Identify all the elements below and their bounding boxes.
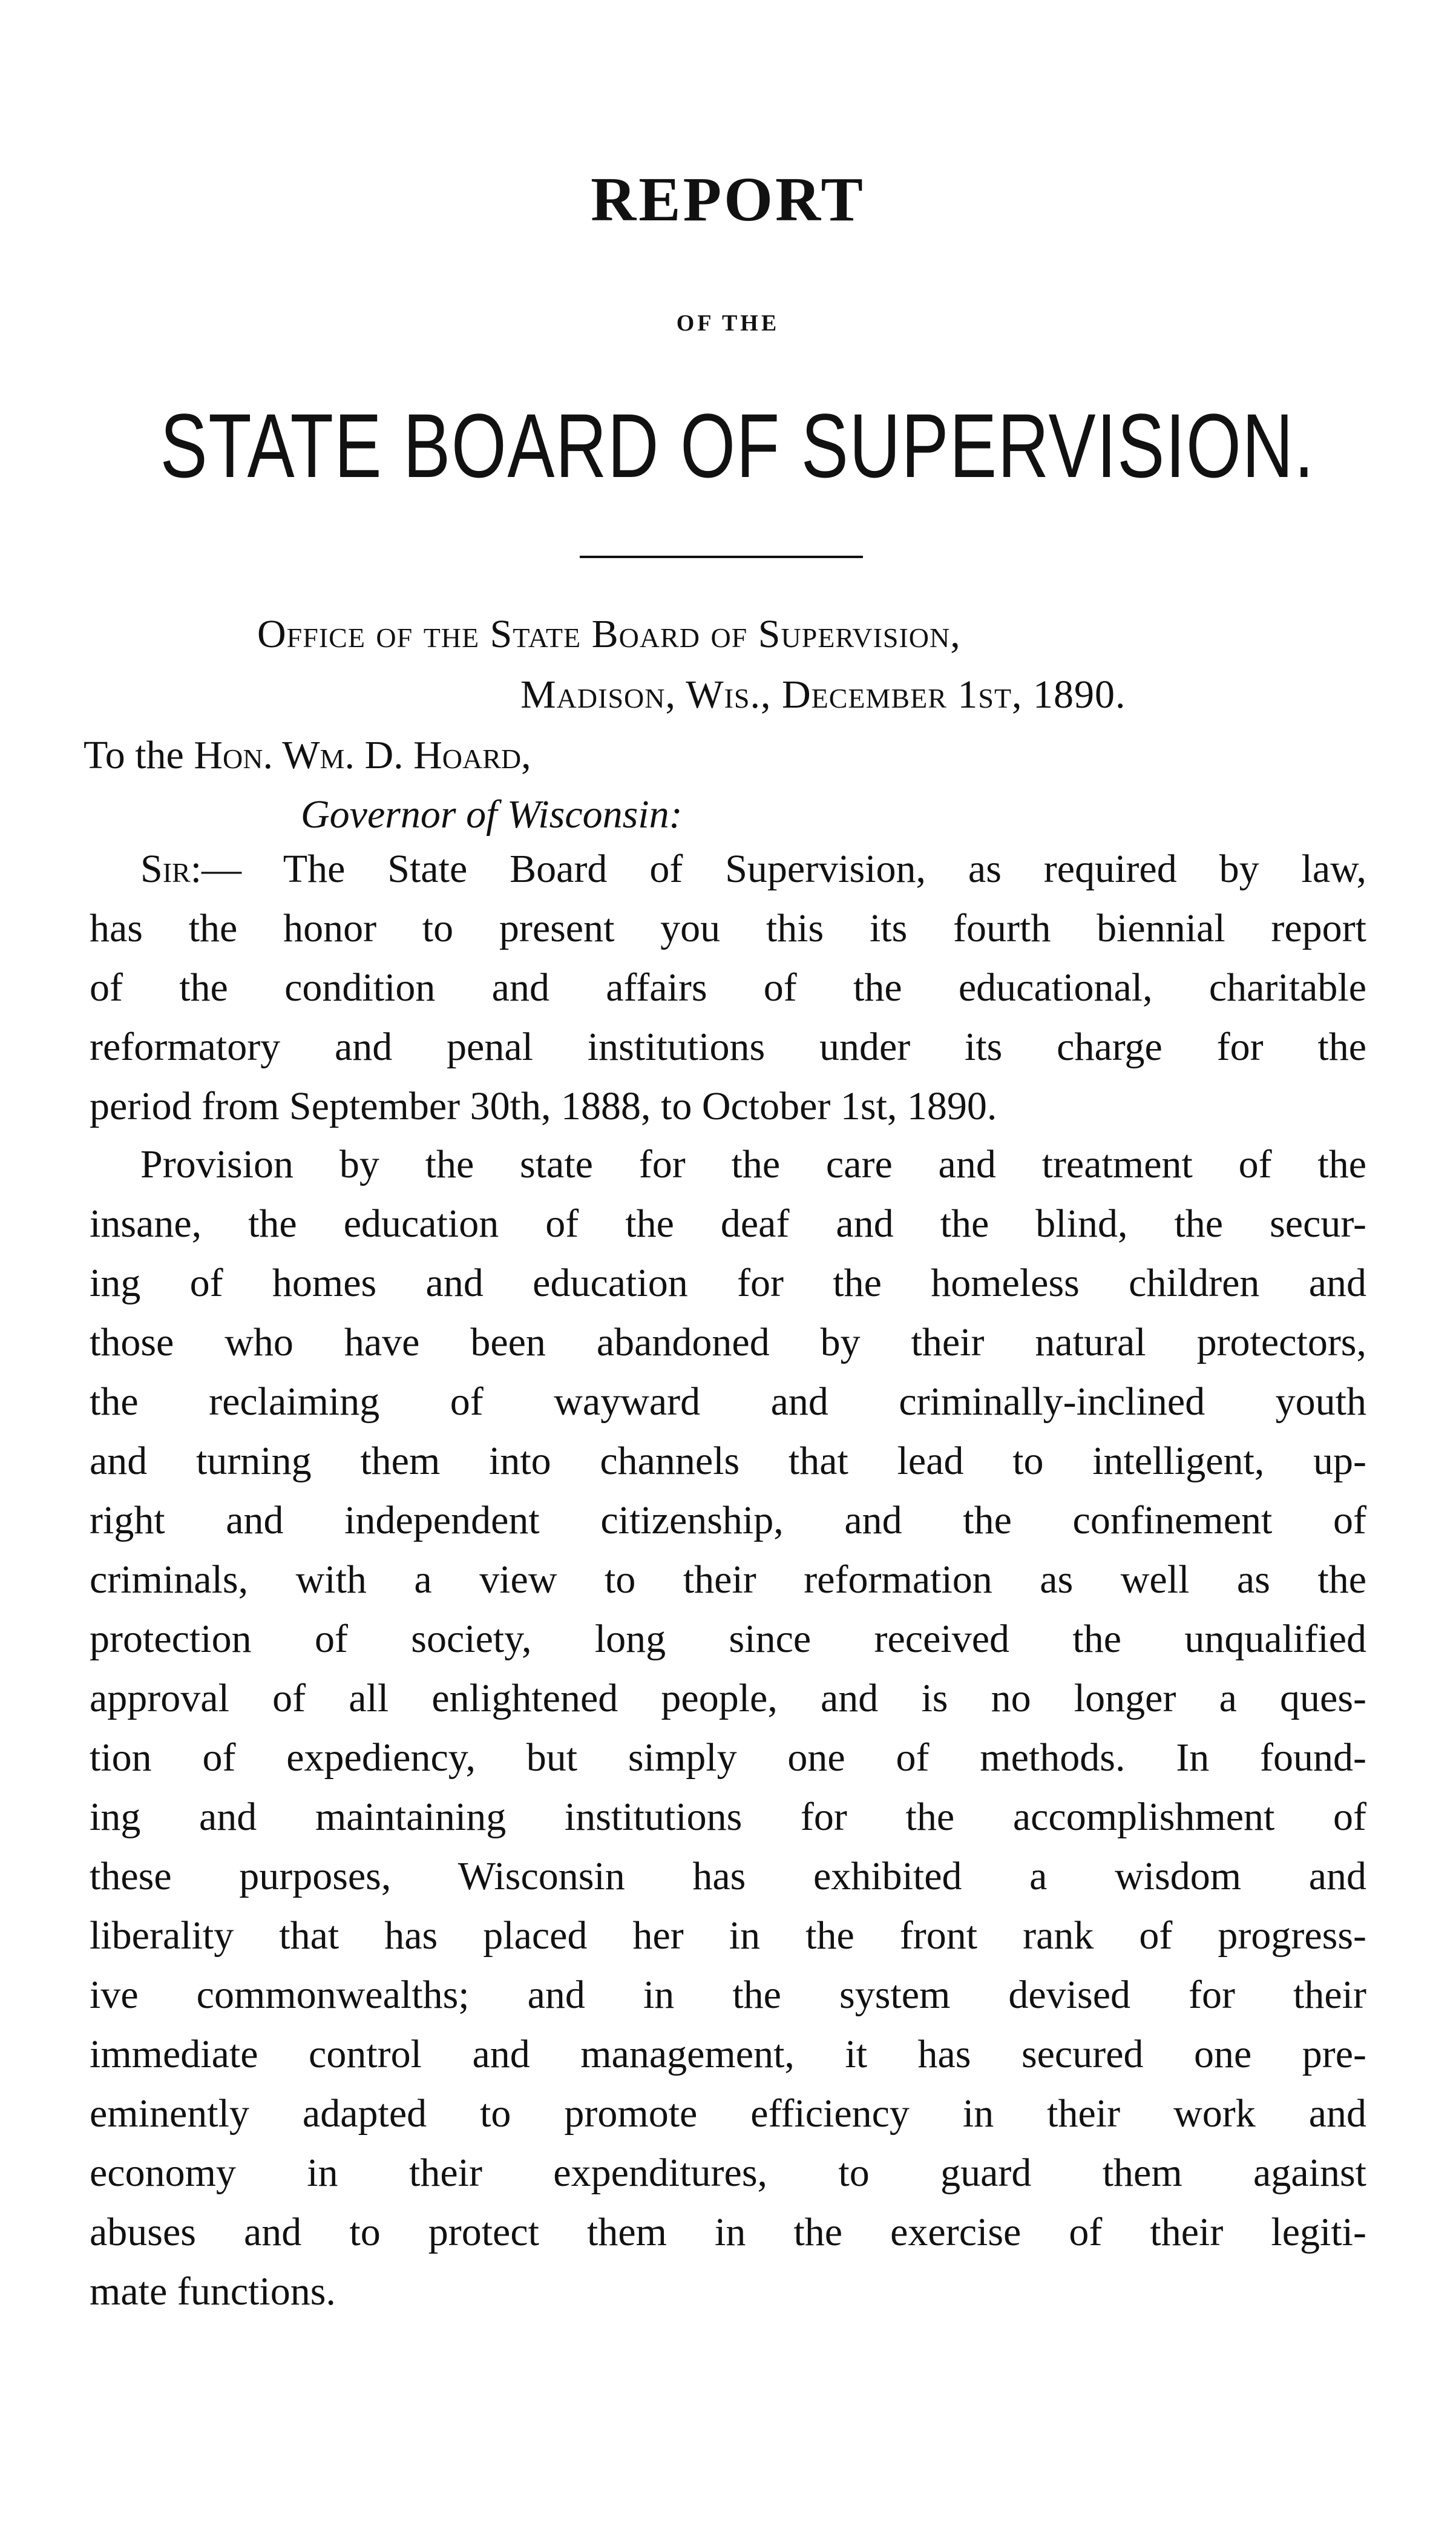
recipient-line: [84, 732, 531, 778]
address-place-date-line: Madison, Wis., December 1st, 1890.: [520, 673, 1126, 717]
paragraph1-line-1: [140, 846, 1366, 892]
paragraph2-line-10: approval of all enlightened people, and is no longer a ques-: [90, 1676, 1366, 1720]
paragraph2-line-9: protection of society, long since received the unqualified: [90, 1617, 1366, 1661]
recipient-title: Governor of Wisconsin:: [301, 792, 683, 837]
title-divider: [580, 556, 863, 558]
paragraph2-line-1: Provision by the state for the care and treatment of the: [140, 1142, 1366, 1186]
paragraph2-line-13: these purposes, Wisconsin has exhibited a wisdom and: [90, 1854, 1366, 1898]
recipient-name: Hon. Wm. D. Hoard,: [194, 733, 531, 777]
paragraph2-line-5: the reclaiming of wayward and criminally-inclined youth: [90, 1380, 1366, 1424]
paragraph2-line-14: liberality that has placed her in the front rank of progress-: [90, 1913, 1366, 1958]
paragraph2-line-2: insane, the education of the deaf and the blind, the secur-: [90, 1202, 1366, 1246]
report-title: REPORT: [591, 165, 865, 234]
recipient-prefix: To the: [84, 733, 194, 777]
paragraph2-line-6: and turning them into channels that lead to intelligent, up-: [90, 1439, 1366, 1483]
paragraph1-line-5: period from September 30th, 1888, to October 1st, 1890.: [90, 1084, 997, 1128]
paragraph1-line-3: of the condition and affairs of the educational, charitable: [90, 965, 1366, 1010]
paragraph2-line-18: economy in their expenditures, to guard them against: [90, 2151, 1366, 2195]
paragraph1-line-1-text: :— The State Board of Supervision, as required by law,: [190, 847, 1366, 891]
paragraph2-line-8: criminals, with a view to their reformation as well as the: [90, 1558, 1366, 1602]
paragraph2-line-15: ive commonwealths; and in the system devised for their: [90, 1973, 1366, 2017]
paragraph2-line-7: right and independent citizenship, and the confinement of: [90, 1498, 1366, 1542]
paragraph1-line-2: has the honor to present you this its fourth biennial report: [90, 906, 1366, 950]
paragraph2-line-11: tion of expediency, but simply one of methods. In found-: [90, 1735, 1366, 1780]
paragraph2-line-3: ing of homes and education for the homeless children and: [90, 1261, 1366, 1305]
address-office-line: Office of the State Board of Supervision,: [257, 612, 961, 656]
paragraph2-line-17: eminently adapted to promote efficiency in their work and: [90, 2091, 1366, 2136]
salutation-sir: Sir: [140, 847, 191, 891]
paragraph1-line-4: reformatory and penal institutions under its charge for the: [90, 1025, 1366, 1069]
paragraph2-line-12: ing and maintaining institutions for the accomplishment of: [90, 1795, 1366, 1839]
paragraph2-line-16: immediate control and management, it has secured one pre-: [90, 2032, 1366, 2076]
paragraph2-line-4: those who have been abandoned by their natural protectors,: [90, 1320, 1366, 1364]
board-title: STATE BOARD OF SUPERVISION.: [160, 395, 1315, 496]
paragraph2-line-19: abuses and to protect them in the exercise of their legiti-: [90, 2210, 1366, 2254]
paragraph2-line-20: mate functions.: [90, 2269, 336, 2314]
report-subtitle-of-the: OF THE: [676, 311, 780, 336]
